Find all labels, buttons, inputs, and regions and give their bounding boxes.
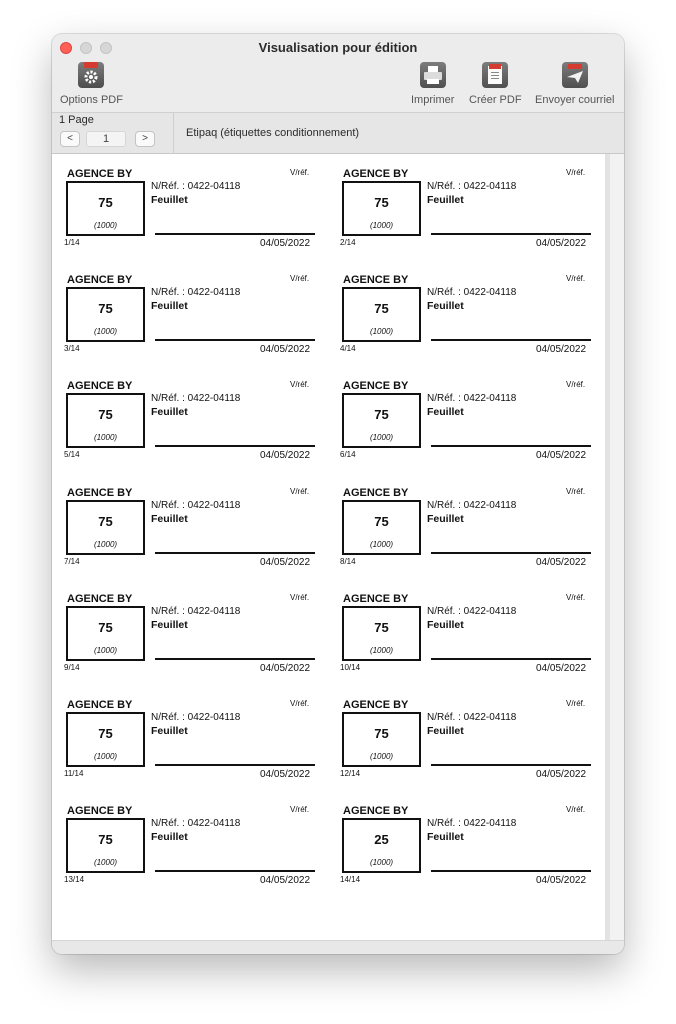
packaging-label: [340, 376, 594, 472]
label-underline: [155, 764, 315, 766]
quantity-box: [66, 287, 145, 342]
page-navigation-bar: [52, 112, 624, 154]
label-underline: [155, 658, 315, 660]
preview-area[interactable]: [52, 154, 624, 940]
our-reference: N/Réf. : 0422-04118: [427, 818, 517, 830]
packaging-label: [340, 483, 594, 579]
label-index: 8/14: [340, 556, 356, 566]
quantity-value: 75: [98, 619, 113, 635]
preview-window: [52, 34, 624, 954]
our-reference: N/Réf. : 0422-04118: [151, 818, 241, 830]
agency-name: AGENCE BY: [343, 380, 409, 393]
product-name: Feuillet: [427, 300, 464, 313]
quantity-box: [66, 393, 145, 448]
send-email-label: Envoyer courriel: [535, 94, 615, 106]
quantity-box: [342, 393, 421, 448]
page-count: 1 Page: [59, 114, 94, 126]
create-pdf-button[interactable]: [469, 62, 522, 106]
packaging-label: [64, 589, 318, 685]
label-date: 04/05/2022: [536, 450, 587, 462]
nav-divider: [173, 113, 174, 155]
label-date: 04/05/2022: [536, 875, 587, 887]
quantity-box: [66, 818, 145, 873]
label-underline: [431, 658, 591, 660]
label-date: 04/05/2022: [536, 238, 587, 249]
options-pdf-button[interactable]: [60, 62, 123, 106]
customer-ref-label: V/réf.: [290, 380, 310, 390]
label-index: 9/14: [64, 662, 80, 672]
label-underline: [431, 870, 591, 872]
packaging-label: [340, 270, 594, 366]
product-name: Feuillet: [151, 406, 188, 419]
packaging-label: [64, 164, 318, 260]
packaging-label: [64, 270, 318, 366]
quantity-value: 75: [374, 726, 389, 741]
window-title: Visualisation pour édition: [258, 40, 418, 55]
agency-name: AGENCE BY: [67, 274, 133, 287]
quantity-box: [342, 500, 421, 555]
label-underline: [155, 552, 315, 554]
agency-name: AGENCE BY: [67, 805, 133, 818]
quantity-value: 75: [98, 407, 113, 423]
printer-icon: [420, 62, 446, 88]
label-underline: [431, 233, 591, 235]
toolbar: [52, 60, 624, 112]
label-index: 5/14: [64, 450, 80, 460]
label-date: 04/05/2022: [536, 769, 587, 780]
quantity-value: 75: [98, 301, 113, 317]
product-name: Feuillet: [151, 194, 188, 206]
label-underline: [155, 339, 315, 341]
title-bar: [52, 34, 624, 60]
customer-ref-label: V/réf.: [290, 168, 310, 177]
quantity-value: 75: [374, 513, 389, 529]
report-name: Etipaq (étiquettes conditionnement): [186, 127, 360, 139]
packaging-label: [64, 695, 318, 791]
quantity-unit: (1000): [369, 433, 394, 443]
product-name: Feuillet: [427, 831, 464, 844]
customer-ref-label: V/réf.: [290, 274, 310, 284]
agency-name: AGENCE BY: [343, 699, 409, 711]
page-number-field[interactable]: 1: [86, 131, 126, 147]
quantity-unit: (1000): [369, 327, 394, 337]
label-date: 04/05/2022: [260, 238, 311, 249]
quantity-box: [66, 606, 145, 661]
label-date: 04/05/2022: [536, 662, 587, 674]
quantity-box: [342, 606, 421, 661]
our-reference: N/Réf. : 0422-04118: [427, 181, 517, 192]
customer-ref-label: V/réf.: [566, 168, 586, 177]
quantity-box: [342, 712, 421, 767]
quantity-unit: (1000): [93, 645, 118, 655]
customer-ref-label: V/réf.: [290, 486, 310, 496]
previous-page-button[interactable]: <: [60, 131, 80, 147]
label-index: 6/14: [340, 450, 356, 460]
send-email-button[interactable]: [535, 62, 614, 106]
packaging-label: [64, 801, 318, 897]
product-name: Feuillet: [151, 300, 188, 313]
agency-name: AGENCE BY: [343, 805, 409, 818]
product-name: Feuillet: [151, 725, 188, 737]
label-date: 04/05/2022: [536, 344, 587, 356]
our-reference: N/Réf. : 0422-04118: [151, 605, 241, 617]
label-underline: [155, 445, 315, 447]
customer-ref-label: V/réf.: [290, 592, 310, 602]
quantity-value: 75: [98, 726, 113, 741]
agency-name: AGENCE BY: [67, 486, 133, 499]
label-underline: [431, 339, 591, 341]
scrollbar-thumb[interactable]: [606, 154, 610, 940]
customer-ref-label: V/réf.: [290, 805, 310, 815]
quantity-unit: (1000): [93, 858, 118, 868]
customer-ref-label: V/réf.: [566, 274, 586, 284]
label-index: 1/14: [64, 238, 80, 247]
our-reference: N/Réf. : 0422-04118: [151, 287, 241, 299]
product-name: Feuillet: [427, 725, 464, 737]
our-reference: N/Réf. : 0422-04118: [151, 181, 241, 192]
quantity-unit: (1000): [369, 858, 394, 868]
packaging-label: [340, 695, 594, 791]
customer-ref-label: V/réf.: [566, 699, 586, 708]
quantity-unit: (1000): [369, 221, 394, 230]
customer-ref-label: V/réf.: [290, 699, 310, 708]
label-index: 7/14: [64, 556, 80, 566]
paper-plane-icon: [562, 62, 588, 88]
create-pdf-label: Créer PDF: [469, 94, 522, 106]
label-underline: [431, 445, 591, 447]
label-index: 2/14: [340, 238, 356, 247]
label-date: 04/05/2022: [260, 662, 311, 674]
label-sheet: [64, 164, 604, 904]
our-reference: N/Réf. : 0422-04118: [427, 605, 517, 617]
quantity-value: 75: [374, 407, 389, 423]
packaging-label: [64, 483, 318, 579]
quantity-box: [342, 818, 421, 873]
bottom-bar: [52, 940, 624, 954]
quantity-box: [342, 181, 421, 236]
label-index: 10/14: [340, 662, 361, 672]
quantity-value: 75: [374, 195, 389, 210]
customer-ref-label: V/réf.: [566, 592, 586, 602]
product-name: Feuillet: [151, 512, 188, 525]
label-underline: [155, 233, 315, 235]
label-underline: [155, 870, 315, 872]
quantity-unit: (1000): [93, 221, 118, 230]
packaging-label: [64, 376, 318, 472]
customer-ref-label: V/réf.: [566, 380, 586, 390]
quantity-box: [66, 500, 145, 555]
quantity-unit: (1000): [93, 539, 118, 549]
label-index: 3/14: [64, 344, 80, 354]
agency-name: AGENCE BY: [67, 168, 133, 180]
quantity-value: 75: [374, 619, 389, 635]
quantity-value: 75: [98, 195, 113, 210]
product-name: Feuillet: [427, 406, 464, 419]
agency-name: AGENCE BY: [67, 592, 133, 605]
quantity-unit: (1000): [369, 752, 394, 761]
agency-name: AGENCE BY: [343, 274, 409, 287]
print-button[interactable]: [411, 62, 454, 106]
our-reference: N/Réf. : 0422-04118: [151, 712, 241, 723]
our-reference: N/Réf. : 0422-04118: [427, 287, 517, 299]
label-date: 04/05/2022: [536, 556, 587, 568]
quantity-box: [66, 181, 145, 236]
quantity-value: 75: [98, 832, 113, 848]
label-date: 04/05/2022: [260, 450, 311, 462]
quantity-value: 75: [374, 301, 389, 317]
packaging-label: [340, 801, 594, 897]
our-reference: N/Réf. : 0422-04118: [427, 712, 517, 723]
our-reference: N/Réf. : 0422-04118: [427, 499, 517, 511]
our-reference: N/Réf. : 0422-04118: [151, 393, 241, 405]
label-underline: [431, 552, 591, 554]
quantity-box: [66, 712, 145, 767]
our-reference: N/Réf. : 0422-04118: [151, 499, 241, 511]
quantity-box: [342, 287, 421, 342]
label-date: 04/05/2022: [260, 556, 311, 568]
label-date: 04/05/2022: [260, 769, 311, 780]
product-name: Feuillet: [427, 194, 464, 206]
agency-name: AGENCE BY: [343, 592, 409, 605]
agency-name: AGENCE BY: [343, 486, 409, 499]
label-index: 14/14: [340, 875, 361, 885]
options-pdf-label: Options PDF: [60, 94, 123, 106]
next-page-button[interactable]: >: [135, 131, 155, 147]
packaging-label: [340, 589, 594, 685]
pdf-document-icon: [482, 62, 508, 88]
label-underline: [431, 764, 591, 766]
label-date: 04/05/2022: [260, 875, 311, 887]
our-reference: N/Réf. : 0422-04118: [427, 393, 517, 405]
pdf-options-gear-icon: [78, 62, 104, 88]
label-index: 4/14: [340, 344, 356, 354]
product-name: Feuillet: [151, 618, 188, 631]
label-date: 04/05/2022: [260, 344, 311, 356]
quantity-unit: (1000): [93, 752, 118, 761]
product-name: Feuillet: [151, 831, 188, 844]
quantity-unit: (1000): [369, 539, 394, 549]
agency-name: AGENCE BY: [343, 168, 409, 180]
customer-ref-label: V/réf.: [566, 805, 586, 815]
label-index: 12/14: [340, 769, 361, 778]
packaging-label: [340, 164, 594, 260]
print-label: Imprimer: [411, 94, 455, 106]
quantity-unit: (1000): [93, 433, 118, 443]
quantity-unit: (1000): [93, 327, 118, 337]
agency-name: AGENCE BY: [67, 699, 133, 711]
label-index: 11/14: [64, 769, 84, 778]
label-index: 13/14: [64, 875, 85, 885]
quantity-value: 75: [98, 513, 113, 529]
product-name: Feuillet: [427, 512, 464, 525]
customer-ref-label: V/réf.: [566, 486, 586, 496]
product-name: Feuillet: [427, 618, 464, 631]
quantity-value: 25: [374, 832, 389, 848]
agency-name: AGENCE BY: [67, 380, 133, 393]
quantity-unit: (1000): [369, 645, 394, 655]
